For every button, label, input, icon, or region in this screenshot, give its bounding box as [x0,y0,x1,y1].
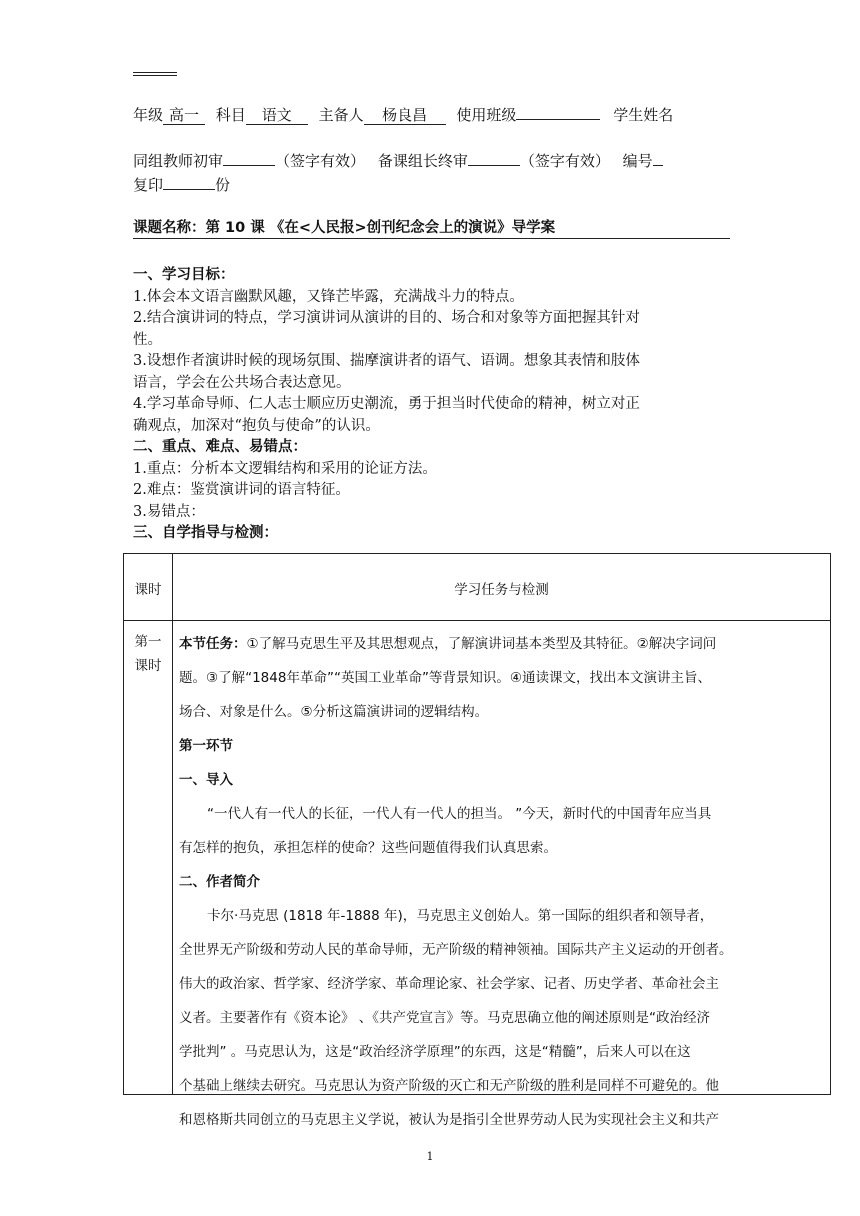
col-header-period: 课时 [134,582,162,598]
header-line-3 [133,174,230,195]
number-label: 编号 [622,152,653,170]
table-row-divider [124,620,830,621]
goal-line: 4.学习革命导师、仁人志士顺应历史潮流，勇于担当时代使命的精神，树立对正 [133,396,640,412]
sign-note-2: （签字有效） [519,152,610,170]
class-blank[interactable] [516,119,600,120]
intro-line: “一代人有一代人的长征，一代人有一代人的担当。 ”今天，新时代的中国青年应当具 [207,806,712,822]
goal-line: 2.结合演讲词的特点，学习演讲词从演讲的目的、场合和对象等方面把握其针对 [133,310,640,326]
goal-line: 3.设想作者演讲时候的现场氛围、揣摩演讲者的语气、语调。想象其表情和肢体 [133,353,640,369]
copy-unit: 份 [215,176,231,194]
copy-label: 复印 [133,176,164,194]
intro-heading: 一、导入 [179,772,233,788]
author-line: 卡尔·马克思 (1818 年-1888 年)，马克思主义创始人。第一国际的组织者和领导者， [207,908,714,924]
preparer-label: 主备人 [318,106,364,124]
key-point-line: 2.难点：鉴赏演讲词的语言特征。 [133,482,350,498]
review-label: 同组教师初审 [133,152,224,170]
copy-blank[interactable] [163,189,215,190]
task-label: 本节任务： [179,636,247,652]
number-blank[interactable] [653,165,663,166]
col-header-tasks: 学习任务与检测 [454,582,549,598]
row-label [124,630,172,678]
author-line: 全世界无产阶级和劳动人民的革命导师，无产阶级的精神领袖。国际共产主义运动的开创者。 [179,942,733,958]
author-line: 义者。主要著作有《资本论》 、《共产党宣言》等。马克思确立他的阐述原则是“政治经济 [179,1010,711,1026]
row-label-line: 课时 [134,658,162,674]
section-heading: 一、学习目标： [133,267,235,283]
class-label: 使用班级 [456,106,517,124]
grade-value: 高一 [163,107,205,125]
author-line: 学批判” 。马克思认为，这是“政治经济学原理”的东西，这是“精髓”，后来人可以在这 [179,1044,691,1060]
header-line-2 [133,150,663,171]
lesson-title: 课题名称：第 10 课 《在<人民报>创刊纪念会上的演说》导学案 [133,219,730,239]
grade-label: 年级 [133,106,164,124]
header-line-1 [133,104,673,125]
stage-heading: 第一环节 [179,738,233,754]
subject-value: 语文 [246,107,308,125]
author-line: 伟大的政治家、哲学家、经济学家、革命理论家、社会学家、记者、历史学者、革命社会主 [179,976,719,992]
final-blank[interactable] [468,165,520,166]
subject-label: 科目 [215,106,246,124]
task-line: 场合、对象是什么。⑤分析这篇演讲词的逻辑结构。 [179,704,489,720]
author-line: 个基础上继续去研究。马克思认为资产阶级的灭亡和无产阶级的胜利是同样不可避免的。他 [179,1078,719,1094]
task-line: 题。③了解“1848年革命”“英国工业革命”等背景知识。④通读课文，找出本文演讲主旨、 [179,670,712,686]
section-heading: 二、重点、难点、易错点： [133,439,307,455]
review-blank[interactable] [223,165,275,166]
goal-line: 语言，学会在公共场合表达意见。 [133,374,351,391]
final-label: 备课组长终审 [377,152,468,170]
goal-line: 性。 [133,331,162,348]
lesson-table [123,553,831,1128]
section-heading: 三、自学指导与检测： [133,525,278,541]
task-line: ①了解马克思生平及其思想观点，了解演讲词基本类型及其特征。②解决字词问 [246,636,717,652]
task-content [179,627,829,1137]
sign-note-1: （签字有效） [275,152,366,170]
preparer-value: 杨良昌 [364,107,446,125]
author-heading: 二、作者简介 [179,874,260,890]
goal-line: 1.体会本文语言幽默风趣，又锋芒毕露，充满战斗力的特点。 [133,288,524,305]
key-point-line: 3.易错点： [133,503,205,520]
row-label-line: 第一 [134,634,162,650]
header-rule [133,72,177,76]
goal-line: 确观点，加深对“抱负与使命”的认识。 [133,417,380,434]
student-label: 学生姓名 [613,106,674,124]
table-column-divider [172,554,173,1094]
author-line: 和恩格斯共同创立的马克思主义学说，被认为是指引全世界劳动人民为实现社会主义和共产 [179,1112,719,1128]
page-number: 1 [426,1150,434,1163]
key-point-line: 1.重点：分析本文逻辑结构和采用的论证方法。 [133,460,437,477]
sections [133,265,743,545]
intro-line: 有怎样的抱负，承担怎样的使命？这些问题值得我们认真思索。 [179,840,557,856]
